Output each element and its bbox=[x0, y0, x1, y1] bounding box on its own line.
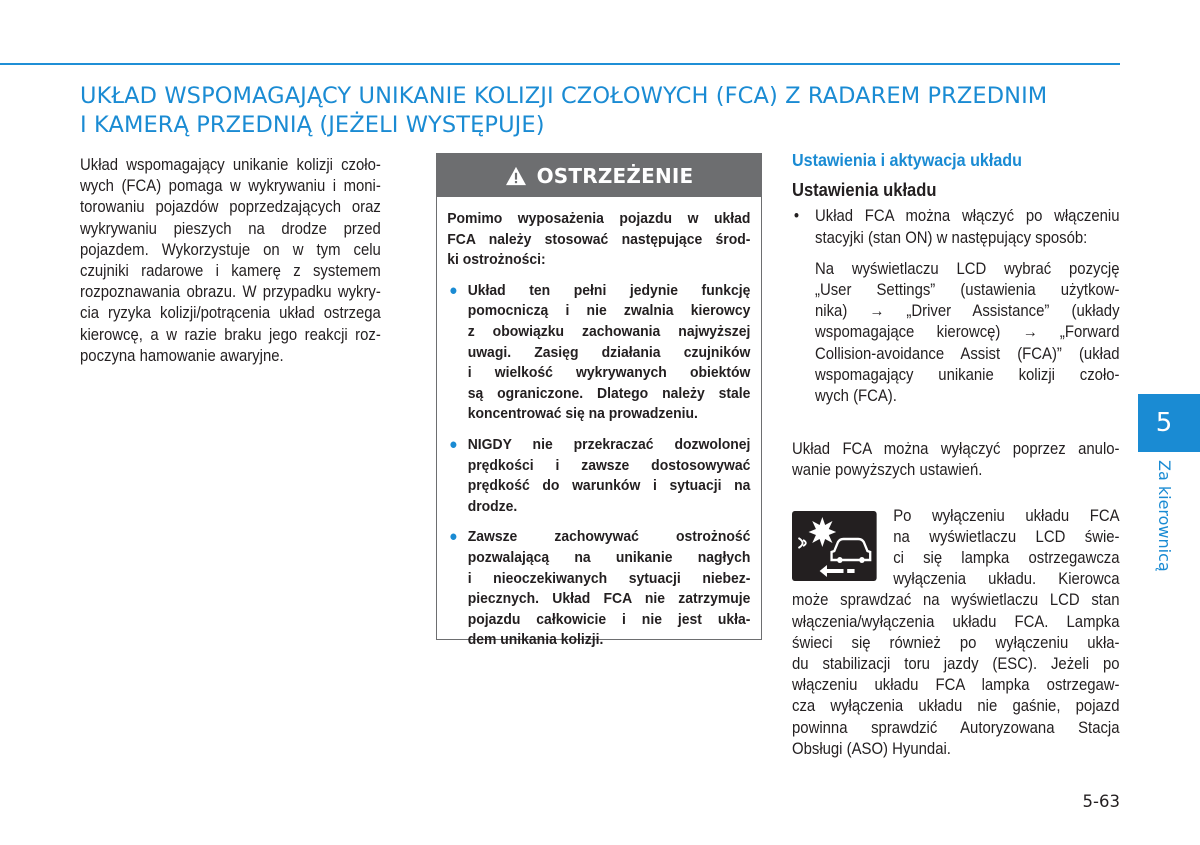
warning-box bbox=[436, 153, 762, 649]
warning-bullet-line: dem unikania kolizji. bbox=[467, 631, 604, 649]
section-heading: Ustawienia i aktywacja układu bbox=[792, 150, 1022, 170]
lamp-line: włączeniu układu FCA lampka ostrzegaw- bbox=[792, 676, 1120, 695]
warning-bullet-line: pomocniczą i nie zwalnia kierowcy bbox=[467, 302, 751, 320]
bullet-dot-icon: ● bbox=[449, 281, 458, 299]
instruction-line: wspomagający unikanie kolizji czoło- bbox=[815, 365, 1120, 384]
intro-line: Układ wspomagający unikanie kolizji czoło- bbox=[80, 156, 381, 174]
instruction-line: nika) → „Driver Assistance” (układy bbox=[815, 302, 1120, 321]
warning-bullet-line: piecznych. Układ FCA nie zatrzymuje bbox=[467, 590, 751, 608]
intro-line: cia ryzyka kolizji/potrącenia układ ostrzega bbox=[80, 304, 381, 323]
warning-bullet-line: pozwalającą na unikanie nagłych bbox=[467, 548, 751, 566]
warning-bullet-line: z obowiązku zachowania najwyższej bbox=[467, 322, 751, 340]
fca-lamp-graphic bbox=[792, 511, 877, 581]
chapter-name: Za kierownicą bbox=[1155, 460, 1174, 572]
page-title bbox=[80, 82, 1120, 140]
warning-bullet bbox=[447, 527, 750, 651]
page-title-line-2: I KAMERĄ PRZEDNIĄ (JEŻELI WYSTĘPUJE) bbox=[80, 112, 545, 138]
intro-line: kierowcę, a w razie braku jego reakcji roz- bbox=[80, 325, 381, 344]
warning-bullet-line: uwagi. Zasięg działania czujników bbox=[467, 343, 751, 361]
warning-bullet-line: prędkości i zawsze dostosowywać bbox=[467, 456, 751, 474]
lamp-line: powinna sprawdzić Autoryzowana Stacja bbox=[792, 718, 1120, 737]
instruction-line: wych (FCA). bbox=[815, 387, 897, 406]
top-rule bbox=[0, 63, 1120, 65]
intro-line: wych (FCA) pomaga w wykrywaniu i moni- bbox=[80, 177, 381, 196]
warning-bullet-line: drodze. bbox=[467, 497, 518, 515]
lamp-paragraph bbox=[792, 506, 1120, 760]
lamp-text-full bbox=[792, 590, 1120, 760]
warning-triangle-icon bbox=[505, 166, 527, 186]
settings-bullet-line: stacyjki (stan ON) w następujący sposób: bbox=[815, 228, 1088, 247]
chapter-tab bbox=[1138, 394, 1200, 452]
intro-line: wykrywaniu pieszych na drodze przed bbox=[80, 219, 381, 238]
intro-line: torowaniu pojazdów poprzedzających oraz bbox=[80, 198, 381, 217]
warning-bullet-line: Zawsze zachowywać ostrożność bbox=[467, 528, 751, 546]
settings-bullet-line: Układ FCA można włączyć po włączeniu bbox=[815, 207, 1120, 226]
warning-bullet-line: pojazdu całkowicie i nie jest ukła- bbox=[467, 610, 751, 628]
intro-line: pojazdem. Wykorzystuje on w tym celu bbox=[80, 240, 381, 259]
warning-heading: OSTRZEŻENIE bbox=[536, 163, 694, 188]
instruction-line: wspomagające kierowcę) → „Forward bbox=[815, 323, 1120, 342]
subheading: Ustawienia układu bbox=[792, 180, 937, 201]
warning-intro-line: ki ostrożności: bbox=[447, 251, 546, 269]
lamp-line: Obsługi (ASO) Hyundai. bbox=[792, 739, 951, 758]
bullet-dot-icon: • bbox=[793, 207, 800, 226]
warning-bullet-line: i wielkość wykrywanych obiektów bbox=[467, 364, 751, 382]
warning-bullet bbox=[447, 435, 750, 517]
bullet-dot-icon: ● bbox=[449, 435, 458, 453]
disable-line: wanie powyższych ustawień. bbox=[792, 461, 983, 480]
disable-line: Układ FCA można wyłączyć poprzez anulo- bbox=[792, 440, 1120, 459]
lamp-line: Po wyłączeniu układu FCA bbox=[893, 506, 1120, 525]
page-number: 5-63 bbox=[1082, 792, 1120, 811]
warning-intro bbox=[447, 209, 750, 271]
intro-line: poczyna hamowanie awaryjne. bbox=[80, 346, 284, 365]
lamp-line: ci się lampka ostrzegawcza bbox=[893, 549, 1120, 568]
settings-column bbox=[792, 150, 1120, 760]
lamp-line: włączenia/wyłączenia układu FCA. Lampka bbox=[792, 612, 1120, 631]
fca-off-warning-lamp-icon bbox=[792, 511, 877, 581]
lamp-line: du stabilizacji toru jazdy (ESC). Jeżeli po bbox=[792, 655, 1120, 674]
bullet-dot-icon: ● bbox=[449, 528, 458, 546]
warning-body bbox=[437, 197, 760, 651]
lamp-line: cza wyłączenia układu nie gaśnie, pojazd bbox=[792, 697, 1120, 716]
chapter-number: 5 bbox=[1155, 408, 1173, 438]
instruction-line: Na wyświetlaczu LCD wybrać pozycję bbox=[815, 259, 1120, 278]
page-title-line-1: UKŁAD WSPOMAGAJĄCY UNIKANIE KOLIZJI CZOŁOWYCH (FCA) Z RADAREM PRZEDNIM bbox=[80, 83, 1048, 109]
warning-header bbox=[437, 154, 761, 197]
instruction-line: „User Settings” (ustawienia użytkow- bbox=[815, 281, 1120, 300]
warning-bullet-line: i nieoczekiwanych sytuacji niebez- bbox=[467, 569, 751, 587]
warning-intro-line: Pomimo wyposażenia pojazdu w układ bbox=[447, 210, 751, 227]
intro-paragraph bbox=[80, 155, 381, 367]
warning-intro-line: FCA należy stosować następujące środ- bbox=[447, 230, 751, 248]
lamp-line: na wyświetlaczu LCD świe- bbox=[893, 527, 1120, 546]
intro-line: czujniki radarowe i kamerę z systemem bbox=[80, 262, 381, 281]
settings-instructions bbox=[792, 259, 1120, 407]
warning-bullet-line: są ograniczone. Dlatego należy stale bbox=[467, 384, 751, 402]
warning-bullet bbox=[447, 281, 750, 425]
lamp-line: może sprawdzać na wyświetlaczu LCD stan bbox=[792, 591, 1120, 610]
intro-line: rozpoznawania obrazu. W przypadku wykry- bbox=[80, 283, 381, 302]
instruction-line: Collision-avoidance Assist (FCA)” (układ bbox=[815, 344, 1120, 363]
warning-bullet-line: NIGDY nie przekraczać dozwolonej bbox=[467, 435, 751, 453]
warning-bullet-line: koncentrować się na prowadzeniu. bbox=[467, 405, 698, 423]
lamp-line: wyłączenia układu. Kierowca bbox=[893, 570, 1120, 589]
settings-bullet bbox=[792, 206, 1120, 248]
disable-paragraph bbox=[792, 439, 1120, 481]
warning-bullet-line: prędkość do warunków i sytuacji na bbox=[467, 477, 751, 495]
warning-bullet-line: Układ ten pełni jedynie funkcję bbox=[467, 281, 751, 299]
lamp-line: świeci się również po wyłączeniu ukła- bbox=[792, 633, 1120, 652]
